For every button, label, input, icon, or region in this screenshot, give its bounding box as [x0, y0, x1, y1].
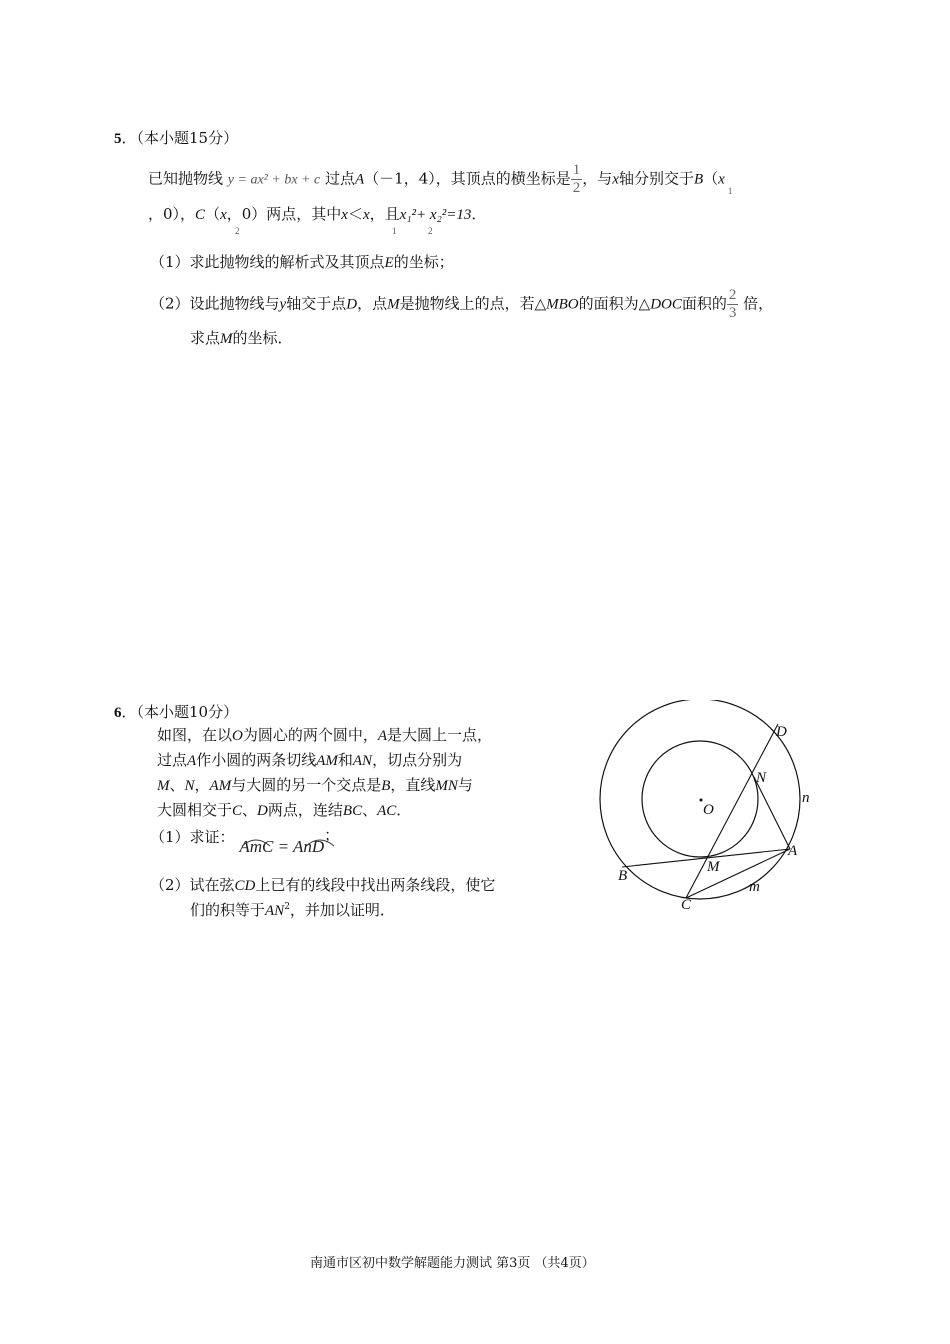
arc-marks — [236, 834, 346, 850]
label-a: A — [788, 843, 798, 859]
q5-part2: （2）设此抛物线与y轴交于点D，点M是抛物线上的点，若△MBO的面积为△DOC面积的 $\frac{2}{3}$ 倍， — [150, 287, 774, 321]
q5-sub-b: 1 — [392, 226, 397, 236]
q5-sub-a: 2 — [235, 226, 240, 236]
q6-part2a: （2）试在弦CD上已有的线段中找出两条线段，使它 — [150, 876, 496, 894]
arc-mark-amc — [242, 840, 270, 846]
q5-line1: 已知抛物线 y = ax² + bx + c 过点A（－1，4），其顶点的横坐标是 $\frac{1}{2}$ ，与x轴分别交于$B(x_1$ — [148, 162, 733, 196]
q6-header: 6．（本小题10分） — [114, 703, 239, 721]
label-b: B — [618, 868, 628, 884]
arc-equality: AmC = AnD — [239, 837, 325, 856]
q5-part2-cont: 求点M的坐标． — [190, 329, 293, 347]
q6-line1: 如图，在以O为圆心的两个圆中，A是大圆上一点， — [157, 726, 493, 744]
q6-line3: M、N，AM与大圆的另一个交点是B，直线MN与 — [157, 776, 473, 794]
q5-line2: ，0），C（x，0）两点，其中x＜x，且x₁²+ x₂²=13． — [148, 205, 487, 223]
q6-line2: 过点A作小圆的两条切线AM和AN，切点分别为 — [157, 751, 463, 769]
parabola-equation: y = ax² + bx + c — [227, 172, 321, 188]
label-c: C — [681, 897, 692, 913]
q6-number: 6 — [114, 705, 122, 721]
fraction-two-thirds: $\frac{2}{3}$ — [728, 287, 737, 321]
label-o: O — [703, 802, 714, 818]
q6-part1: （1）求证： AmC = AnD； — [150, 826, 340, 856]
line-ba — [622, 849, 790, 867]
label-m: M — [707, 859, 720, 875]
label-n-arc: n — [802, 790, 810, 806]
q5-header: 5．（本小题15分） — [114, 129, 239, 147]
sum-of-squares-condition: x₁²+ x₂²=13 — [399, 207, 472, 223]
q6-part2b: 们的积等于$AN^2$，并加以证明． — [190, 901, 395, 919]
label-d: D — [776, 724, 787, 740]
label-n: N — [756, 770, 767, 786]
arc-mark-and — [306, 840, 334, 846]
label-m-arc: m — [749, 879, 760, 895]
q6-score: （本小题10分） — [136, 703, 239, 721]
q6-line4: 大圆相交于C、D两点，连结BC、AC． — [157, 801, 412, 819]
q5-score: （本小题15分） — [136, 129, 239, 147]
line-ca — [686, 849, 790, 898]
line-an — [754, 777, 790, 849]
geometry-figure — [590, 700, 830, 920]
page-footer: 南通市区初中数学解题能力测试 第3页 （共4页） — [310, 1256, 595, 1271]
q5-part1: （1）求此抛物线的解析式及其顶点E的坐标； — [150, 253, 454, 271]
q5-number: 5 — [114, 131, 122, 147]
fraction-one-half: $\frac{1}{2}$ — [572, 162, 581, 196]
q5-sub-c: 2 — [428, 226, 433, 236]
